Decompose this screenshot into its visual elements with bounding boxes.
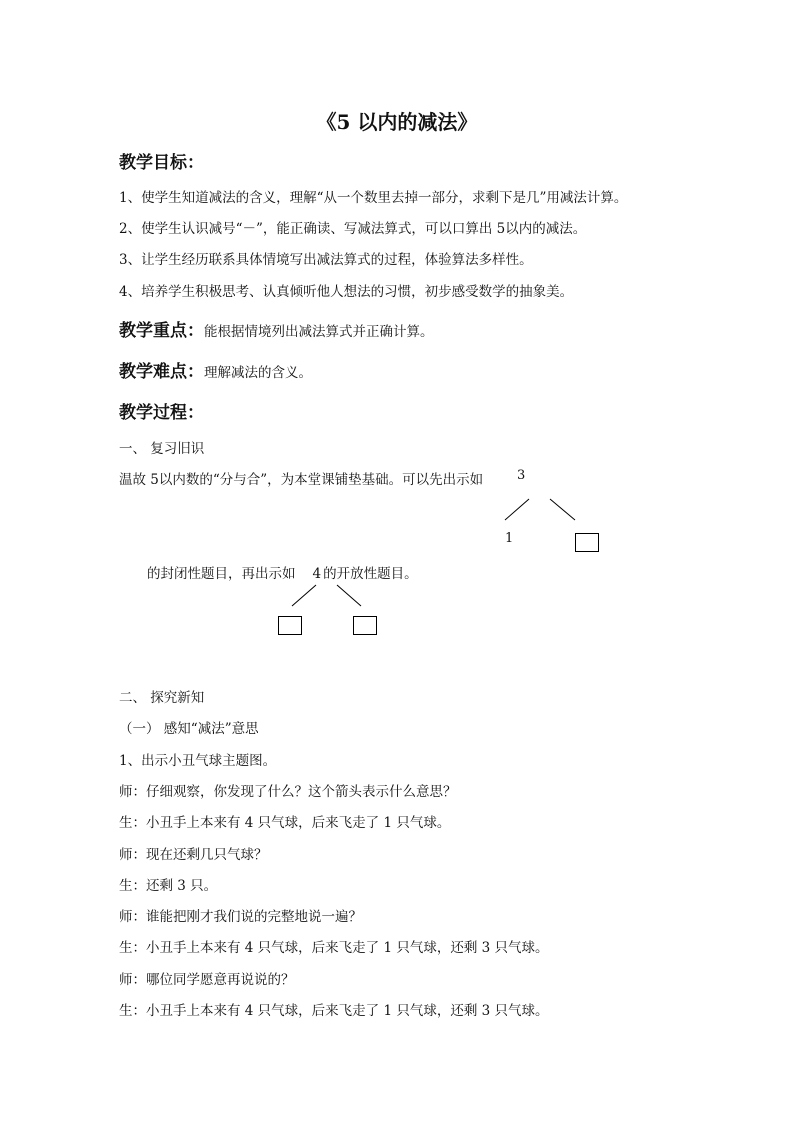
difficulty-text: 理解减法的含义。 — [204, 365, 312, 381]
section1-title: （一） 感知“减法”意思 — [119, 721, 259, 737]
review-title: 一、 复习旧识 — [119, 441, 205, 457]
review-text2-part1: 的封闭性题目，再出示如 — [147, 566, 296, 582]
difficulty-label: 教学难点： — [119, 362, 204, 382]
dialog-line: 生：小丑手上本来有 4 只气球，后来飞走了 1 只气球，还剩 3 只气球。 — [119, 940, 549, 956]
dialog-line: 生：小丑手上本来有 4 只气球，后来飞走了 1 只气球，还剩 3 只气球。 — [119, 1003, 549, 1019]
objective-item: 3、让学生经历联系具体情境写出减法算式的过程，体验算法多样性。 — [119, 252, 533, 268]
objective-item: 2、使学生认识减号“－”，能正确读、写减法算式，可以口算出 5以内的减法。 — [119, 221, 587, 237]
diagram2-left-branch — [292, 585, 316, 606]
objective-item: 1、使学生知道减法的含义，理解“从一个数里去掉一部分，求剩下是几”用减法计算。 — [119, 190, 628, 206]
key-point-label: 教学重点： — [119, 321, 204, 341]
dialog-line: 师：现在还剩几只气球？ — [119, 847, 268, 863]
dialog-line: 生：小丑手上本来有 4 只气球，后来飞走了 1 只气球。 — [119, 815, 451, 831]
objectives-heading: 教学目标： — [119, 153, 204, 173]
document-title: 《5 以内的减法》 — [316, 110, 478, 134]
explore-title: 二、 探究新知 — [119, 690, 205, 706]
process-heading: 教学过程： — [119, 403, 204, 423]
diagram1-right-branch — [550, 499, 575, 520]
dialog-line: 师：哪位同学愿意再说说的？ — [119, 972, 295, 988]
diagram1-top-number: 3 — [517, 468, 526, 483]
dialog-line: 师：谁能把刚才我们说的完整地说一遍？ — [119, 909, 362, 925]
review-text: 温故 5以内数的“分与合”，为本堂课铺垫基础。可以先出示如 — [119, 472, 484, 488]
review-text2-part2: 的开放性题目。 — [323, 566, 418, 582]
dialog-line: 生：还剩 3 只。 — [119, 878, 218, 894]
dialog-line: 师：仔细观察，你发现了什么？这个箭头表示什么意思？ — [119, 784, 457, 800]
diagram1-left-number: 1 — [505, 531, 514, 546]
diagram2-right-branch — [337, 585, 361, 606]
diagram2-top-number: 4 — [312, 566, 322, 582]
objective-item: 4、培养学生积极思考、认真倾听他人想法的习惯，初步感受数学的抽象美。 — [119, 284, 574, 300]
diagram1-left-branch — [505, 499, 529, 520]
key-point-text: 能根据情境列出减法算式并正确计算。 — [204, 324, 434, 340]
dialog-line: 1、出示小丑气球主题图。 — [119, 753, 277, 769]
